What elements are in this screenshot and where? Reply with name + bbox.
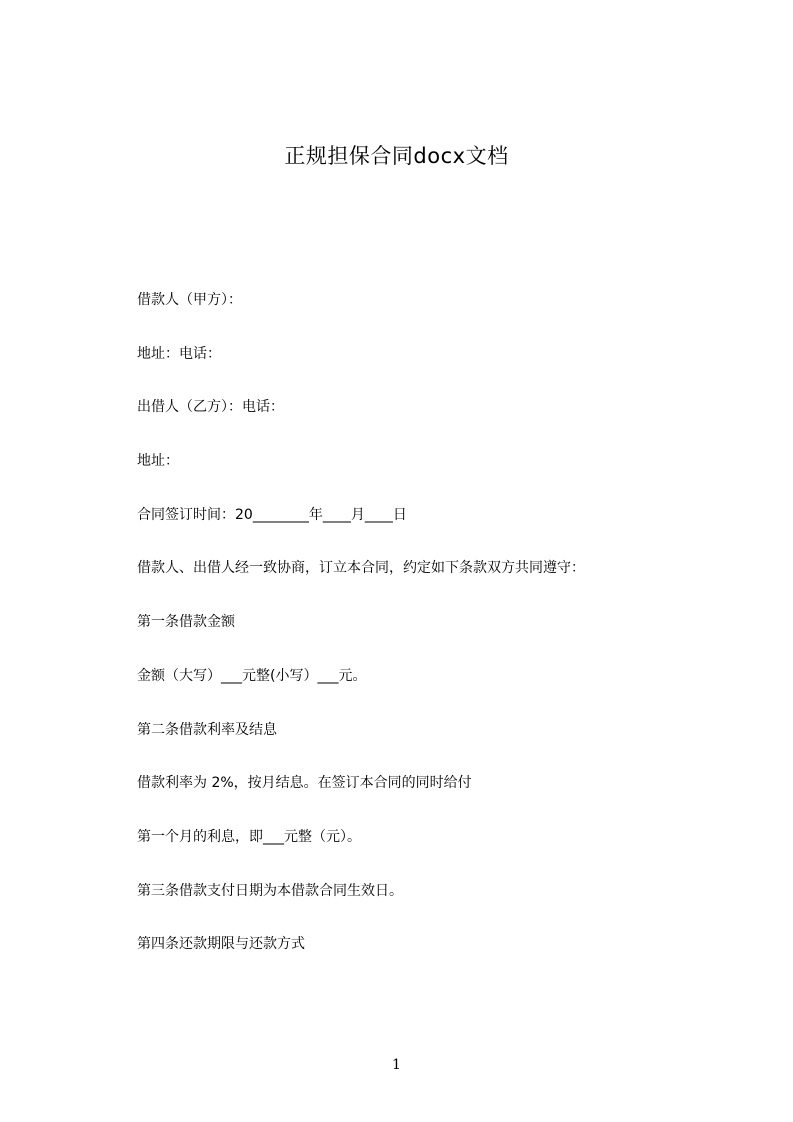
document-body xyxy=(137,285,697,983)
page-number: 1 xyxy=(392,1057,401,1073)
article-4-heading: 第四条还款期限与还款方式 xyxy=(137,936,305,953)
borrower-line: 借款人（甲方）： xyxy=(137,292,242,308)
interest-rate-line: 借款利率为 2%，按月结息。在签订本合同的同时给付 xyxy=(137,775,472,792)
agreement-intro-line: 借款人、出借人经一致协商，订立本合同，约定如下条款双方共同遵守： xyxy=(137,560,585,577)
lender-address-line: 地址： xyxy=(137,453,179,470)
article-3-line: 第三条借款支付日期为本借款合同生效日。 xyxy=(137,882,403,899)
article-1-heading: 第一条借款金额 xyxy=(137,614,235,631)
borrower-address-phone-line: 地址：电话： xyxy=(137,345,221,362)
document-title: 正规担保合同docx文档 xyxy=(284,144,509,168)
loan-amount-line: 金额（大写）___元整(小写）___元。 xyxy=(137,667,367,684)
article-2-heading: 第二条借款利率及结息 xyxy=(137,721,277,738)
contract-date-line: 合同签订时间：20________年____月____日 xyxy=(137,506,407,523)
first-month-interest-line: 第一个月的利息，即___元整（元）。 xyxy=(137,828,361,845)
lender-line: 出借人（乙方）：电话： xyxy=(137,399,284,416)
